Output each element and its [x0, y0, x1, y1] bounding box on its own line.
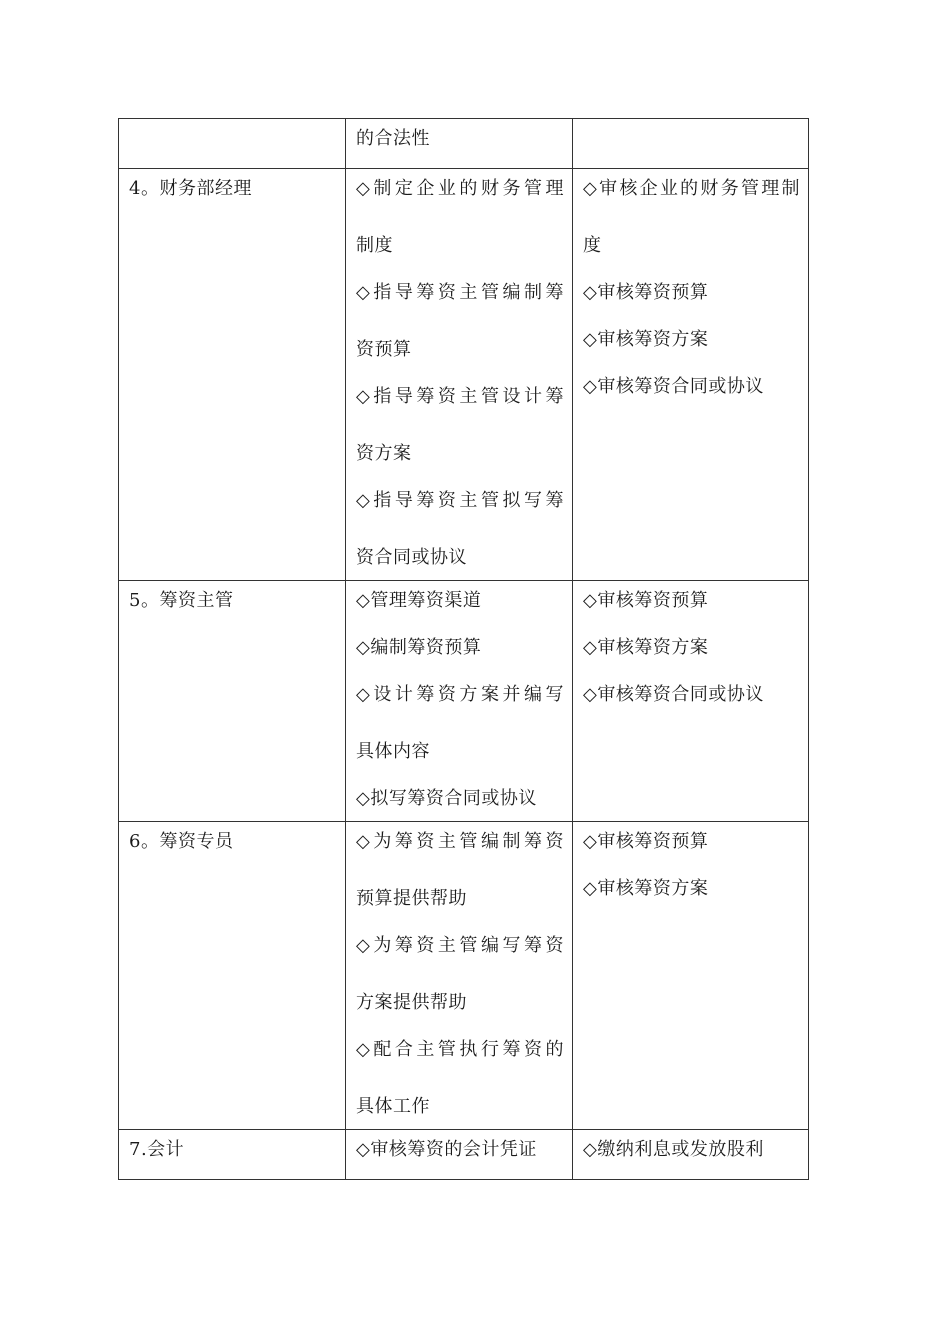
duty-item — [356, 383, 564, 468]
table-row — [119, 169, 809, 581]
table-row — [119, 581, 809, 822]
role-label: 5。筹资主管 — [129, 590, 234, 611]
role-cell — [119, 169, 346, 581]
review-item: ◇审核筹资预算 — [583, 282, 709, 303]
duty-line: ◇指导筹资主管编制筹 — [356, 282, 564, 303]
duty-line: 资预算 — [356, 339, 412, 360]
review-item: ◇审核筹资预算 — [583, 590, 709, 611]
role-cell — [119, 119, 346, 169]
duty-item: ◇拟写筹资合同或协议 — [356, 788, 537, 809]
review-cell — [573, 822, 809, 1130]
duty-cell — [346, 1130, 573, 1180]
review-cell — [573, 581, 809, 822]
role-cell — [119, 1130, 346, 1180]
role-cell — [119, 822, 346, 1130]
duty-item — [356, 279, 564, 364]
role-label: 6。筹资专员 — [129, 831, 234, 852]
review-item: ◇审核筹资方案 — [583, 329, 709, 350]
duty-line: ◇制定企业的财务管理 — [356, 178, 564, 199]
duty-line: 资方案 — [356, 443, 412, 464]
duty-line: ◇设计筹资方案并编写 — [356, 684, 564, 705]
review-line: ◇审核企业的财务管理制 — [583, 178, 800, 199]
review-item: ◇审核筹资合同或协议 — [583, 376, 764, 397]
role-cell — [119, 581, 346, 822]
duty-line: ◇配合主管执行筹资的 — [356, 1039, 564, 1060]
duty-line: ◇为筹资主管编制筹资 — [356, 831, 564, 852]
duty-item: ◇管理筹资渠道 — [356, 590, 482, 611]
duty-line: 预算提供帮助 — [356, 888, 467, 909]
duty-line: 资合同或协议 — [356, 547, 467, 568]
duty-cell — [346, 822, 573, 1130]
duty-item — [356, 175, 564, 260]
duty-item: ◇审核筹资的会计凭证 — [356, 1139, 537, 1160]
duty-item — [356, 487, 564, 572]
duty-line: ◇指导筹资主管拟写筹 — [356, 490, 564, 511]
duty-item: ◇编制筹资预算 — [356, 637, 482, 658]
responsibility-table — [118, 118, 809, 1180]
duty-item — [356, 681, 564, 766]
role-label: 4。财务部经理 — [129, 178, 252, 199]
duty-cell — [346, 581, 573, 822]
review-cell — [573, 1130, 809, 1180]
review-item: ◇审核筹资合同或协议 — [583, 684, 764, 705]
review-item: ◇缴纳利息或发放股利 — [583, 1139, 764, 1160]
table-row — [119, 119, 809, 169]
review-item — [583, 175, 800, 260]
table-row — [119, 1130, 809, 1180]
duty-line: 具体工作 — [356, 1096, 430, 1117]
role-label: 7.会计 — [129, 1139, 185, 1160]
duty-item — [356, 828, 564, 913]
duty-line: ◇指导筹资主管设计筹 — [356, 386, 564, 407]
table-row — [119, 822, 809, 1130]
duty-item — [356, 1036, 564, 1121]
review-cell — [573, 119, 809, 169]
duty-cell — [346, 169, 573, 581]
review-cell — [573, 169, 809, 581]
review-item: ◇审核筹资方案 — [583, 637, 709, 658]
duty-line: 制度 — [356, 235, 393, 256]
duty-line: 具体内容 — [356, 741, 430, 762]
review-line: 度 — [583, 235, 602, 256]
duty-cell — [346, 119, 573, 169]
review-item: ◇审核筹资方案 — [583, 878, 709, 899]
review-item: ◇审核筹资预算 — [583, 831, 709, 852]
duty-line: 方案提供帮助 — [356, 992, 467, 1013]
duty-line: ◇为筹资主管编写筹资 — [356, 935, 564, 956]
duty-item — [356, 932, 564, 1017]
duty-item: 的合法性 — [356, 128, 430, 149]
